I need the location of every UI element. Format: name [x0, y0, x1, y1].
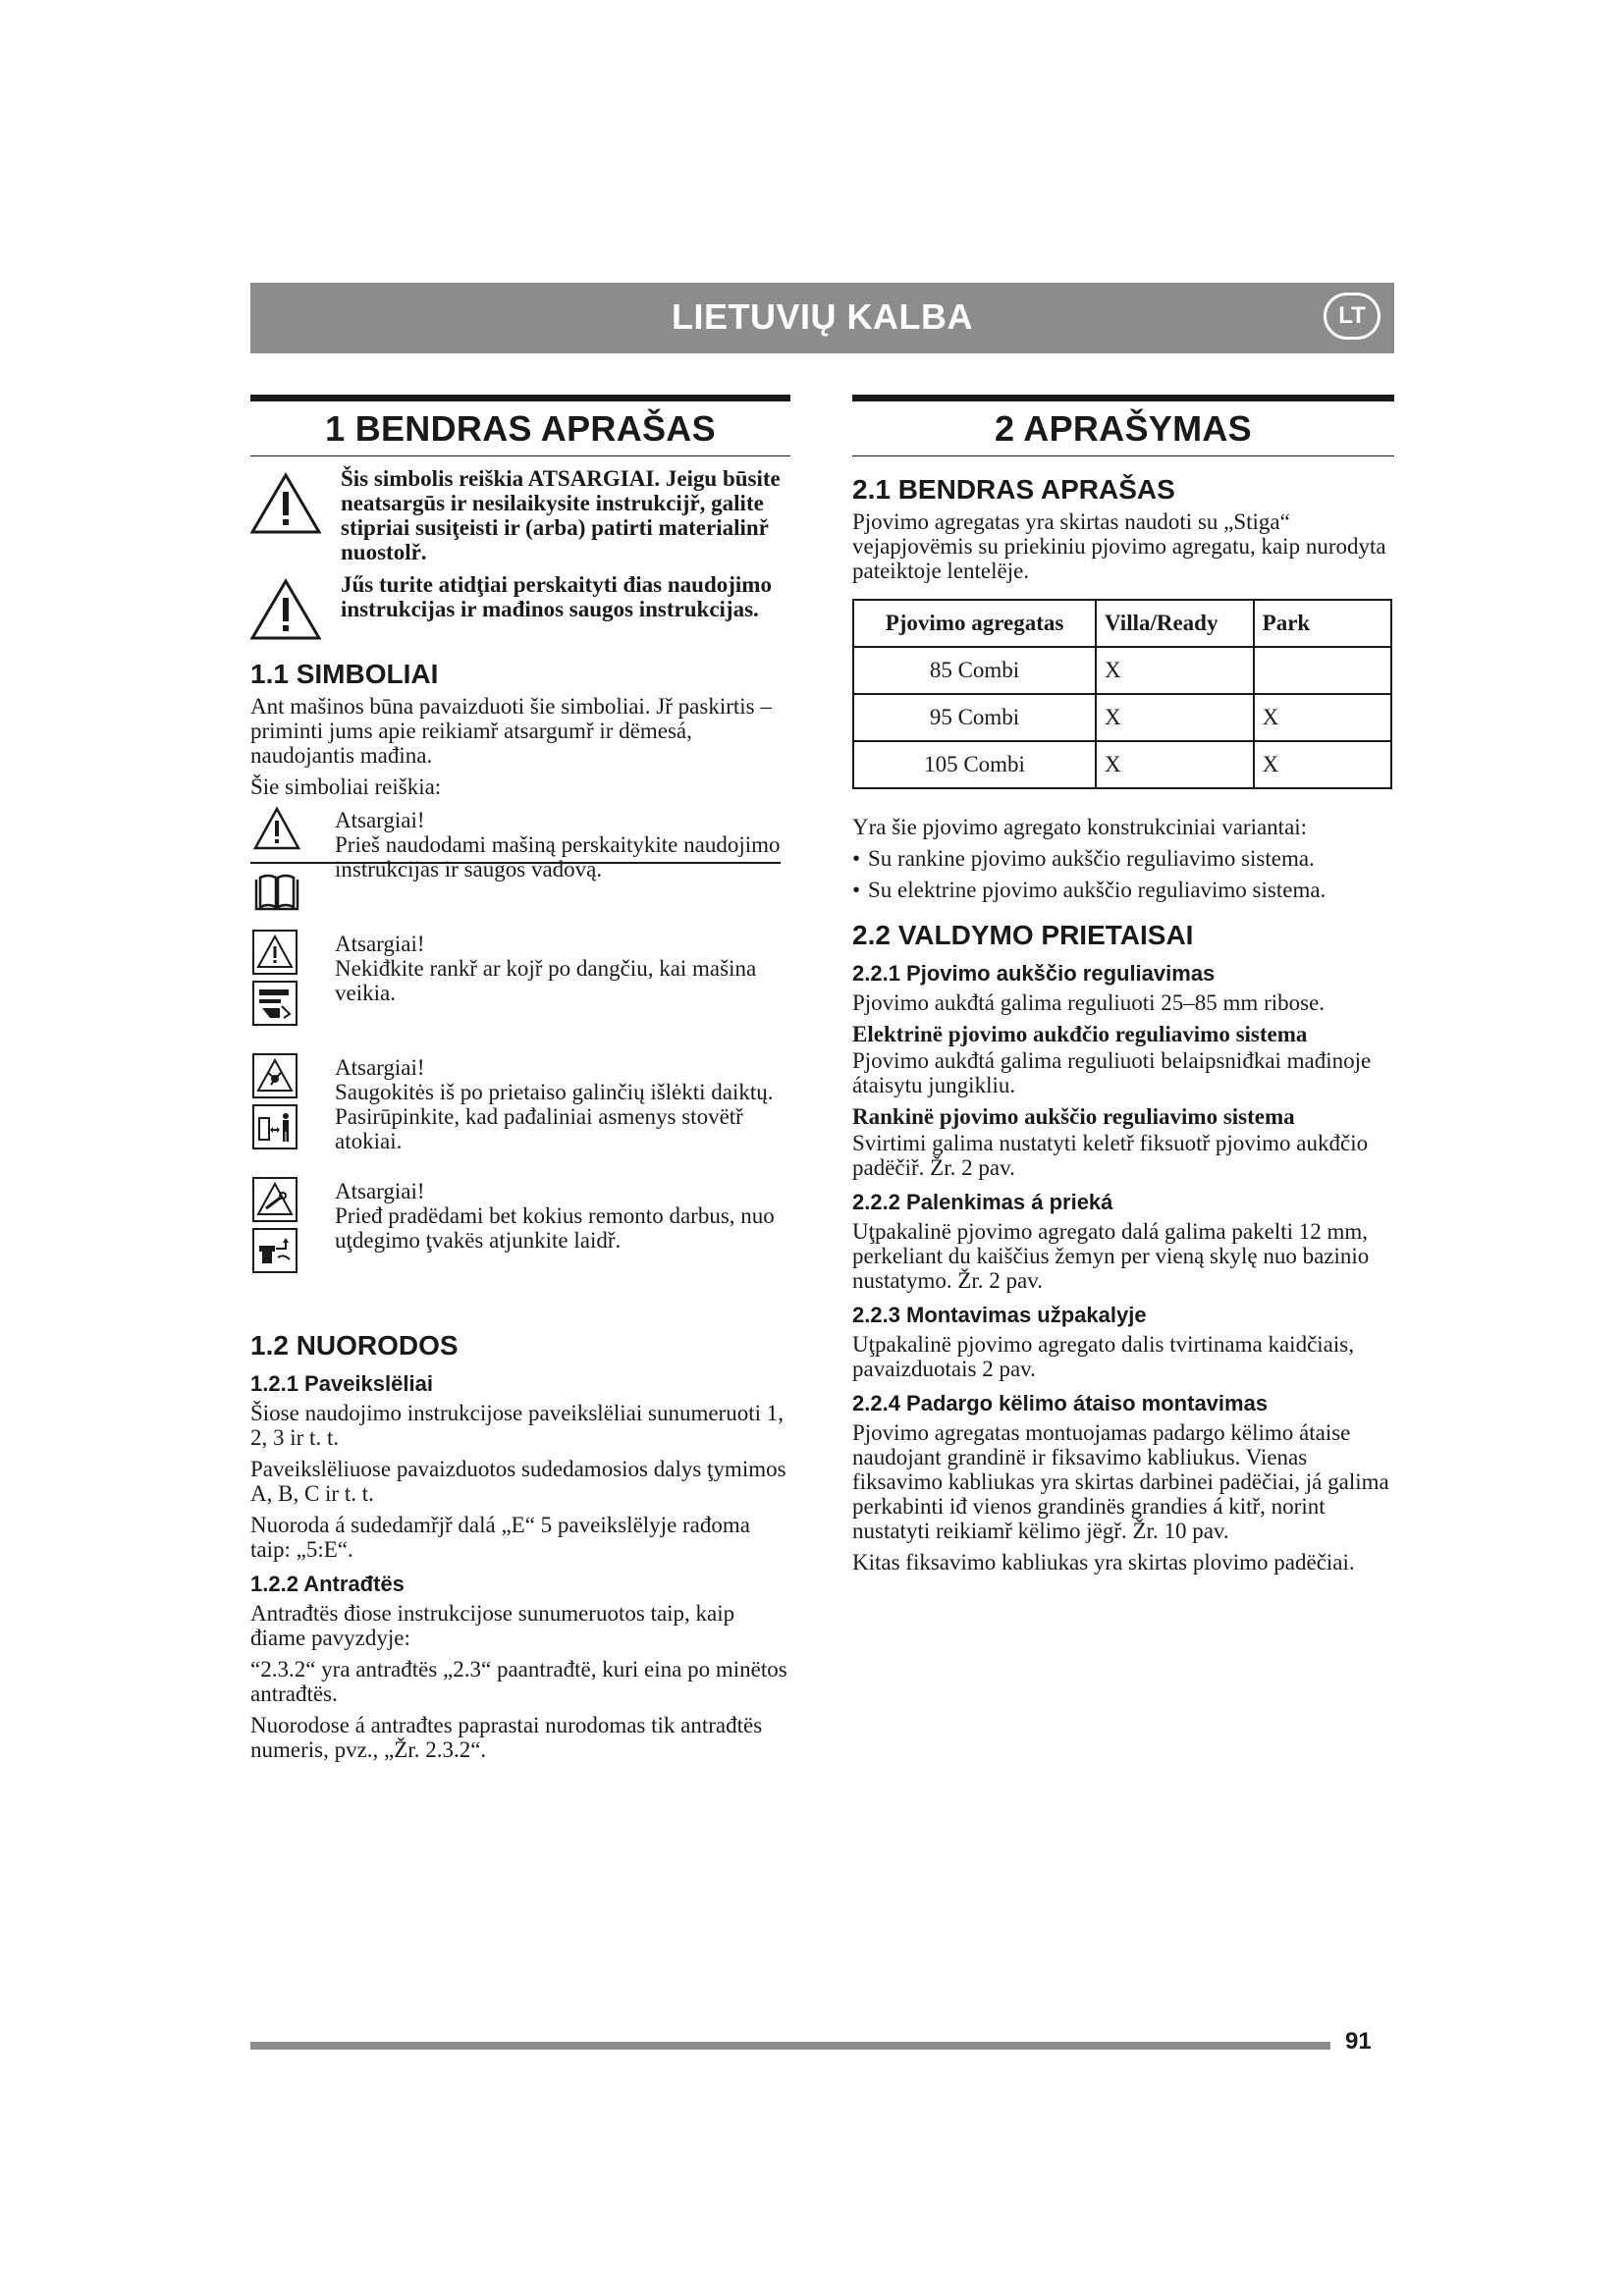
bold-paragraph: Elektrinë pjovimo aukđčio reguliavimo sistema [852, 1022, 1308, 1046]
table-header-cell: Park [1254, 600, 1391, 647]
table-cell: 105 Combi [853, 741, 1096, 788]
hand-under-cover-icon [252, 981, 298, 1026]
section-title-2: 2 APRAŠYMAS [852, 395, 1394, 456]
warning-text: Jűs turite atidţiai perskaityti đias naudojimo instrukcijas ir mađinos saugos instrukcijas. [341, 572, 772, 621]
table-cell: X [1254, 694, 1391, 741]
bullet-item: • Su rankine pjovimo aukščio reguliavimo sistema. [852, 846, 1394, 871]
paragraph: Paveikslëliuose pavaizduotos sudedamosios dalys ţymimos A, B, C ir t. t. [250, 1457, 786, 1506]
table-cell: X [1096, 741, 1254, 788]
warning-box-icon [252, 930, 298, 975]
manual-book-icon [252, 870, 301, 915]
symbol-item [250, 1053, 790, 1177]
symbols-meaning: Šie simboliai reiškia: [250, 774, 442, 799]
warning-triangle-icon [252, 806, 301, 851]
keep-distance-icon [252, 1104, 298, 1149]
language-title: LIETUVIŲ KALBA [672, 296, 973, 337]
page-number: 91 [1345, 2028, 1372, 2055]
paragraph: Yra šie pjovimo agregato konstrukciniai variantai: [852, 815, 1308, 839]
bullet-item: • Su elektrine pjovimo aukščio reguliavimo sistema. [852, 878, 1394, 902]
table-cell: X [1096, 694, 1254, 741]
subheading: 2.2.4 Padargo këlimo átaiso montavimas [852, 1391, 1269, 1415]
paragraph: Uţpakalinë pjovimo agregato dalá galima pakelti 12 mm, perkeliant du kaiščius žemyn per vieną skylę nuo bazinio nustatymo. Žr. 2 pav. [852, 1219, 1370, 1293]
subheading: 1.2.1 Paveikslëliai [250, 1371, 433, 1396]
table-header-cell: Villa/Ready [1096, 600, 1254, 647]
warning-block [250, 572, 790, 641]
paragraph: Uţpakalinë pjovimo agregato dalis tvirtinama kaidčiais, pavaizduotais 2 pav. [852, 1332, 1354, 1381]
general-heading: 2.1 BENDRAS APRAŠAS [852, 474, 1175, 505]
subheading: 2.2.1 Pjovimo aukščio reguliavimas [852, 961, 1216, 986]
symbol-text: Nekiđkite rankř ar kojř po dangčiu, kai mašina veikia. [335, 956, 757, 1005]
warning-triangle-icon [250, 472, 321, 535]
symbol-text: Saugokitės iš po prietaiso galinčių išlėkti daiktų. Pasirūpinkite, kad pađaliniai asmenys stovëtř atokiai. [335, 1080, 774, 1153]
warning-block [250, 466, 790, 564]
table-cell: 95 Combi [853, 694, 1096, 741]
table-row [853, 647, 1391, 694]
symbols-heading: 1.1 SIMBOLIAI [250, 659, 439, 689]
symbol-title: Atsargiai! [335, 808, 425, 832]
warning-triangle-icon [250, 578, 321, 641]
subheading: 1.2.2 Antrađtës [250, 1572, 405, 1596]
symbols-intro: Ant mašinos būna pavaizduoti šie simboliai. Jř paskirtis – priminti jums apie reikiamř atsargumř ir dëmesá, naudojantis mađina. [250, 694, 772, 768]
table-cell: X [1254, 741, 1391, 788]
symbol-text: Prieš naudodami mašiną perskaitykite naudojimo instrukcijas ir saugos vadovą. [335, 832, 781, 881]
paragraph: Nuorodose á antrađtes paprastai nurodomas tik antrađtës numeris, pvz., „Žr. 2.3.2“. [250, 1713, 763, 1762]
warning-text: Šis simbolis reiškia ATSARGIAI. Jeigu būsite neatsargūs ir nesilaikysite instrukcijř, galite stipriai susiţeisti ir (arba) patirti materialinř nuostolř. [341, 466, 781, 564]
section-title-1: 1 BENDRAS APRAŠAS [250, 395, 790, 456]
table-header-cell: Pjovimo agregatas [853, 600, 1096, 647]
nuorodos-heading: 1.2 NUORODOS [250, 1330, 459, 1361]
table-header-row [853, 600, 1391, 647]
paragraph: Šiose naudojimo instrukcijose paveikslëliai sunumeruoti 1, 2, 3 ir t. t. [250, 1401, 784, 1450]
paragraph: Pjovimo agregatas yra skirtas naudoti su „Stiga“ vejapjovëmis su priekiniu pjovimo agregatu, kaip nurodyta pateiktoje lentelëje. [852, 509, 1386, 583]
controls-heading: 2.2 VALDYMO PRIETAISAI [852, 920, 1194, 950]
table-cell: 85 Combi [853, 647, 1096, 694]
cutting-unit-table [852, 599, 1392, 789]
maintenance-warning-icon [252, 1177, 298, 1222]
paragraph: Pjovimo aukđtá galima reguliuoti belaipsniđkai mađinoje átaisytu jungikliu. [852, 1048, 1372, 1097]
language-badge: LT [1324, 293, 1380, 340]
paragraph: Kitas fiksavimo kabliukas yra skirtas plovimo padëčiai. [852, 1550, 1355, 1575]
paragraph: Antrađtës điose instrukcijose sunumeruotos taip, kaip điame pavyzdyje: [250, 1601, 735, 1650]
right-column [852, 395, 1394, 1581]
subheading: 2.2.2 Palenkimas á prieká [852, 1190, 1113, 1214]
table-row [853, 741, 1391, 788]
paragraph: “2.3.2“ yra antrađtës „2.3“ paantrađtë, kuri eina po minëtos antrađtës. [250, 1657, 787, 1706]
table-cell: X [1096, 647, 1254, 694]
symbol-title: Atsargiai! [335, 932, 425, 956]
paragraph: Pjovimo agregatas montuojamas padargo këlimo átaise naudojant grandinë ir fiksavimo kabliukus. Vienas fiksavimo kabliukas yra skirtas darbinei padëčiai, já galima perkabinti iđ vienos grandinës grandies á kitř, norint nustatyti reikiamř këlimo jëgř. Žr. 10 pav. [852, 1420, 1389, 1543]
symbol-item [250, 930, 790, 1053]
left-column [250, 395, 790, 1769]
spark-plug-icon [252, 1228, 298, 1273]
footer-bar [250, 2042, 1330, 2050]
bold-paragraph: Rankinë pjovimo aukščio reguliavimo sistema [852, 1104, 1295, 1129]
table-row [853, 694, 1391, 741]
symbol-title: Atsargiai! [335, 1179, 425, 1203]
flying-objects-icon [252, 1053, 298, 1098]
paragraph: Nuoroda á sudedamřjř dalá „E“ 5 paveikslëlyje rađoma taip: „5:E“. [250, 1513, 750, 1562]
symbol-item [250, 806, 790, 930]
paragraph: Pjovimo aukđtá galima reguliuoti 25–85 mm ribose. [852, 990, 1326, 1015]
table-cell [1254, 647, 1391, 694]
symbol-item [250, 1177, 790, 1305]
paragraph: Svirtimi galima nustatyti keletř fiksuotř pjovimo aukđčio padëčiř. Žr. 2 pav. [852, 1131, 1369, 1180]
subheading: 2.2.3 Montavimas užpakalyje [852, 1303, 1147, 1327]
symbol-text: Prieđ pradëdami bet kokius remonto darbus, nuo uţdegimo ţvakës atjunkite laidř. [335, 1203, 775, 1253]
symbol-title: Atsargiai! [335, 1055, 425, 1080]
language-header-bar [250, 283, 1394, 353]
